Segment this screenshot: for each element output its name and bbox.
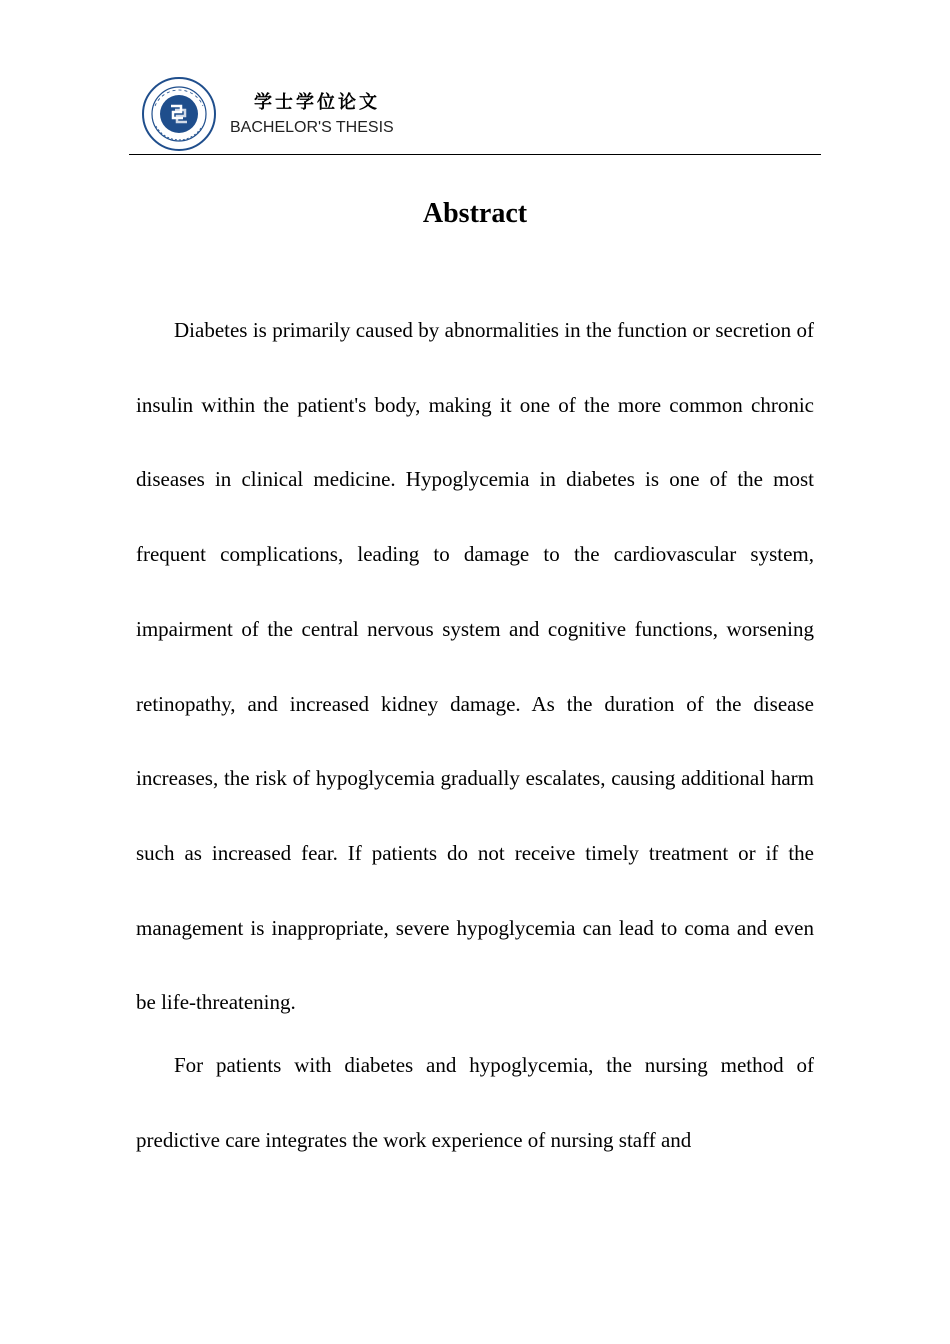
thesis-header — [129, 70, 821, 155]
university-seal-logo — [141, 76, 217, 152]
abstract-body — [136, 293, 814, 1177]
thesis-title-chinese: 学士学位论文 — [254, 92, 380, 113]
abstract-heading: Abstract — [422, 198, 528, 229]
abstract-paragraph-2: For patients with diabetes and hypoglycemia, the nursing method of predictive care integrates the work experience of nursing staff and — [136, 1053, 814, 1152]
thesis-title-english: BACHELOR'S THESIS — [230, 119, 394, 136]
abstract-paragraph-1: Diabetes is primarily caused by abnormalities in the function or secretion of insulin within the patient's body, making it one of the more common chronic diseases in clinical medicine. Hypoglycemia in diabetes is one of the most frequent complications, leading to damage to the cardiovascular system, impairment of the central nervous system and cognitive functions, worsening retinopathy, and increased kidney damage. As the duration of the disease increases, the risk of hypoglycemia gradually escalates, causing additional harm such as increased fear. If patients do not receive timely treatment or if the management is inappropriate, severe hypoglycemia can lead to coma and even be life-threatening. — [136, 318, 814, 1015]
